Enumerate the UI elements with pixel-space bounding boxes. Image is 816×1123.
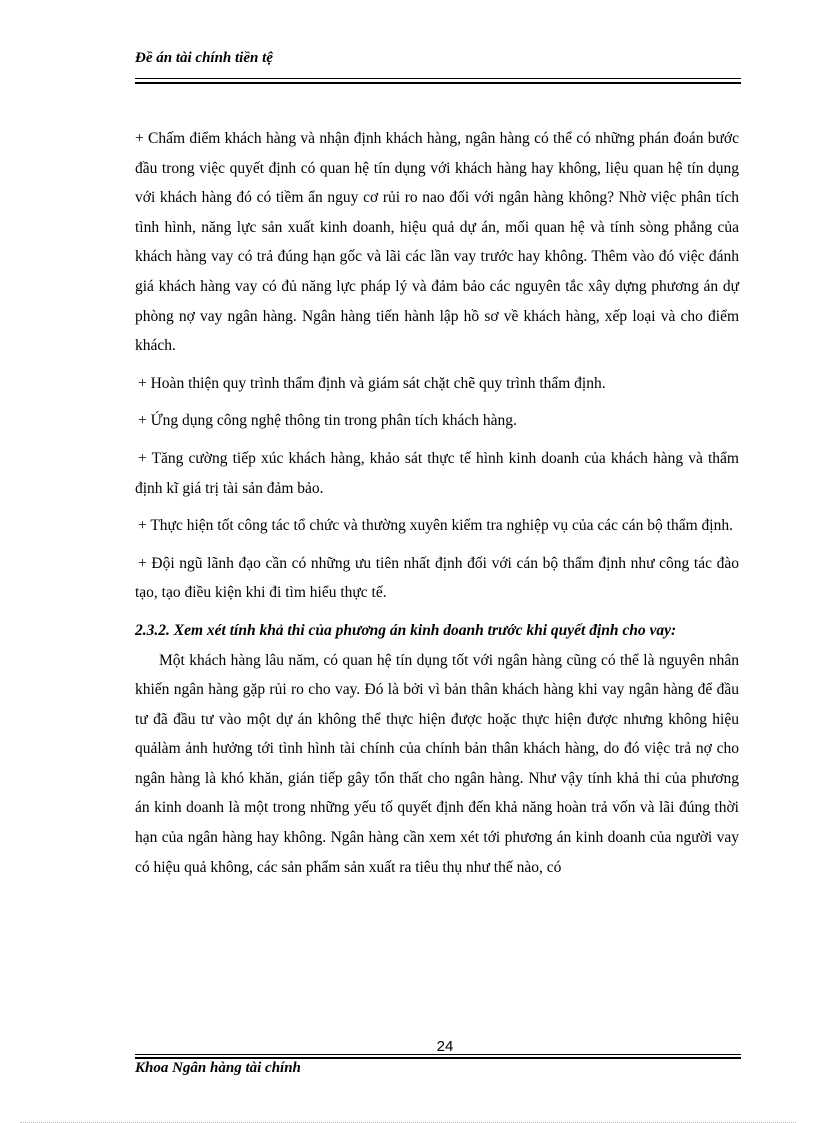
paragraph-organization: + Thực hiện tốt công tác tổ chức và thường xuyên kiểm tra nghiệp vụ của các cán bộ thẩm định. xyxy=(138,517,733,535)
paragraph-customer-contact: + Tăng cường tiếp xúc khách hàng, khảo sát thực tế hình kinh doanh của khách hàng và thẩm định kĩ giá trị tài sản đảm bảo. xyxy=(135,449,739,497)
footer-rule-top xyxy=(135,1054,741,1055)
paragraph-scoring: + Chấm điểm khách hàng và nhận định khách hàng, ngân hàng có thể có những phán đoán bước đầu trong việc quyết định có quan hệ tín dụng với khách hàng hay không, liệu quan hệ tín dụng với khách hàng đó có tiềm ẩn nguy cơ rủi ro nao đối với ngân hàng không? Nhờ việc phân tích tình hình, năng lực sản xuất kinh doanh, hiệu quả dự án, mối quan hệ và tính sòng phẳng của khách hàng vay có trả đúng hạn gốc và lãi các lần vay trước hay không. Thêm vào đó việc đánh giá khách hàng vay có đủ năng lực pháp lý và đảm bảo các nguyên tắc xây dựng phương án dự phòng nợ vay ngân hàng. Ngân hàng tiến hành lập hồ sơ về khách hàng, xếp loại và cho điểm khách. xyxy=(135,130,739,355)
paragraph-feasibility: Một khách hàng lâu năm, có quan hệ tín dụng tốt với ngân hàng cũng có thể là nguyên nhân khiến ngân hàng gặp rủi ro cho vay. Đó là bởi vì bản thân khách hàng khi vay ngân hàng để đầu tư đã đầu tư vào một dự án không thể thực hiện được hoặc thực hiện được nhưng không hiệu quảlàm ảnh hưởng tới tình hình tài chính của chính bản thân khách hàng, do đó việc trả nợ cho ngân hàng là khó khăn, gián tiếp gây tổn thất cho ngân hàng. Như vậy tính khả thi của phương án kinh doanh là một trong những yếu tố quyết định đến khả năng hoàn trả vốn và lãi đúng thời hạn của ngân hàng hay không. Ngân hàng cần xem xét tới phương án kinh doanh của người vay có hiệu quả không, các sản phẩm sản xuất ra tiêu thụ như thế nào, có xyxy=(135,651,739,876)
footer-title: Khoa Ngân hàng tài chính xyxy=(135,1060,301,1076)
section-heading: 2.3.2. Xem xét tính khả thi của phương án kinh doanh trước khi quyết định cho vay: xyxy=(135,621,677,639)
document-body xyxy=(135,124,739,890)
header-rule-top xyxy=(135,78,741,79)
paragraph-it-application: + Ứng dụng công nghệ thông tin trong phân tích khách hàng. xyxy=(138,412,517,430)
header-rule-bottom xyxy=(135,82,741,84)
footer-rule-bottom xyxy=(135,1057,741,1059)
page-number: 24 xyxy=(436,1038,454,1055)
header-title: Đề án tài chính tiền tệ xyxy=(135,50,273,66)
paragraph-leadership: + Đội ngũ lãnh đạo cần có những ưu tiên nhất định đối với cán bộ thẩm định như công tác đào tạo, tạo điều kiện khi đi tìm hiểu thực tế. xyxy=(135,554,739,602)
paragraph-appraisal-process: + Hoàn thiện quy trình thẩm định và giám sát chặt chẽ quy trình thẩm định. xyxy=(138,374,606,392)
